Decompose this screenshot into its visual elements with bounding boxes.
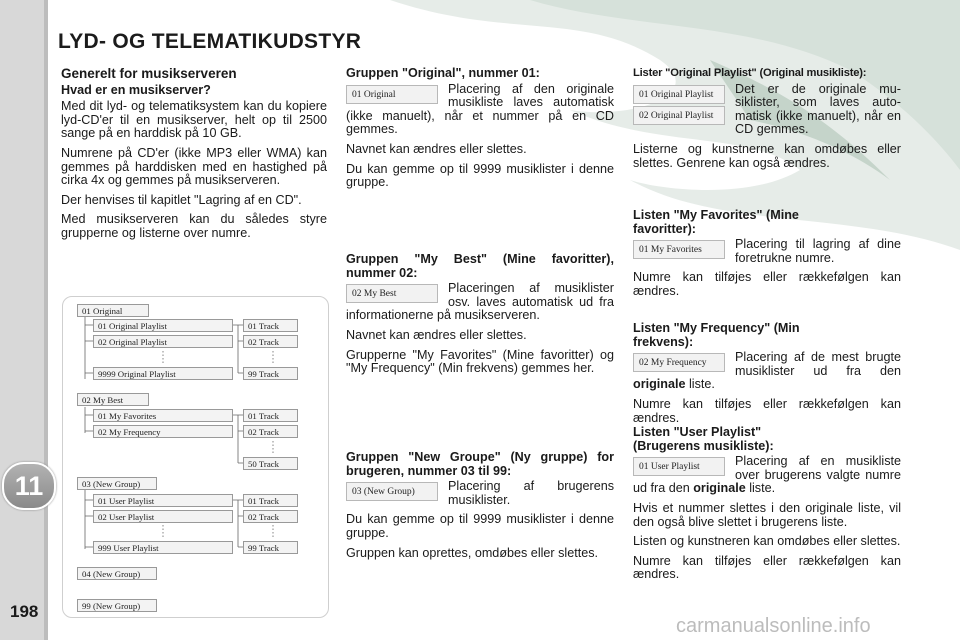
- paragraph: Listerne og kunstnerne kan omdøbes eller slettes. Genrene kan også ændres.: [633, 141, 901, 170]
- paragraph: Placeringen af musiklister osv. laves automatisk ud fra informationerne på musikserveren.: [346, 281, 614, 323]
- subheading: Hvad er en musikserver?: [61, 82, 211, 97]
- lcd-label: 03 (New Group): [346, 482, 438, 501]
- column-groups-newgroupe: [346, 451, 614, 566]
- paragraph: Numre kan tilføjes eller rækkefølgen kan ændres.: [633, 396, 901, 425]
- list-favorites-title: Listen "My Favorites" (Mine favoritter):: [633, 208, 799, 236]
- paragraph: Placering af brugerens musiklister.: [448, 479, 614, 507]
- paragraph: Navnet kan ændres eller slettes.: [346, 327, 527, 342]
- tree-playlist-node: 01 My Favorites: [93, 409, 233, 422]
- text-fragment: liste.: [749, 481, 776, 496]
- sidebar-strip: [44, 0, 48, 640]
- text-fragment: liste.: [688, 377, 715, 392]
- column-lists-favorites: [633, 209, 901, 305]
- tree-playlist-node: 01 User Playlist: [93, 494, 233, 507]
- paragraph: Hvis et nummer slettes i den originale liste, vil den også blive slettet i brugerens liste.: [633, 500, 901, 529]
- paragraph: Listen og kunstneren kan omdøbes eller slettes.: [633, 534, 901, 549]
- paragraph: Navnet kan ændres eller slettes.: [346, 141, 527, 156]
- lcd-label: 02 My Frequency: [633, 353, 725, 372]
- lcd-stack: [633, 85, 725, 127]
- tree-track-node: 01 Track: [243, 319, 298, 332]
- list-original-title: Lister "Original Playlist" (Original musikliste):: [633, 67, 867, 79]
- watermark: carmanualsonline.info: [676, 615, 871, 637]
- text-fragment: Placering af de mest brugte musiklister ud fra den: [735, 350, 901, 378]
- lcd-label: 01 User Playlist: [633, 457, 725, 476]
- column-lists-user: [633, 426, 901, 588]
- lcd-label: 02 Original Playlist: [633, 106, 725, 125]
- page-sidebar: [0, 0, 44, 640]
- paragraph: Der henvises til kapitlet "Lagring af en CD".: [61, 192, 302, 207]
- tree-track-node: 99 Track: [243, 367, 298, 380]
- paragraph: Du kan gemme op til 9999 musiklister i denne gruppe.: [346, 512, 614, 540]
- tree-track-node: 02 Track: [243, 510, 298, 523]
- tree-track-node: 02 Track: [243, 425, 298, 438]
- emphasis-text: originale: [693, 481, 746, 496]
- lcd-label: 01 My Favorites: [633, 240, 725, 259]
- paragraph: Gruppen kan oprettes, omdøbes eller slettes.: [346, 545, 599, 560]
- tree-group-node: 99 (New Group): [77, 599, 157, 612]
- tree-track-node: 01 Track: [243, 409, 298, 422]
- paragraph: Med musikserveren kan du således styre grupperne og listerne over numre.: [61, 212, 327, 240]
- text-fragment: Placering af en musikliste over brugerens valgte numre ud fra den: [633, 454, 901, 496]
- chapter-badge: 11: [2, 462, 56, 510]
- page-title: LYD- OG TELEMATIKUDSTYR: [58, 30, 362, 53]
- tree-playlist-node: 01 Original Playlist: [93, 319, 233, 332]
- tree-group-node: 02 My Best: [77, 393, 149, 406]
- list-user-title: Listen "User Playlist" (Brugerens musikliste):: [633, 425, 774, 453]
- tree-playlist-node: 9999 Original Playlist: [93, 367, 233, 380]
- tree-track-node: 50 Track: [243, 457, 298, 470]
- lcd-label: 01 Original: [346, 85, 438, 104]
- paragraph: Numrene på CD'er (ikke MP3 eller WMA) kan gemmes på harddisken med en hastighed på cirka 4x og gemmes på musikserveren.: [61, 145, 327, 188]
- group-mybest-title: Gruppen "My Best" (Mine favoritter), nummer 02:: [346, 252, 614, 280]
- lcd-label: 01 Original Playlist: [633, 85, 725, 104]
- tree-group-node: 04 (New Group): [77, 567, 157, 580]
- column-general: [61, 67, 327, 247]
- page-number: 198: [10, 602, 39, 621]
- paragraph: Numre kan tilføjes eller rækkefølgen kan ændres.: [633, 553, 901, 582]
- column-groups: [346, 67, 614, 196]
- column-lists-original: [633, 67, 901, 176]
- tree-playlist-node: 999 User Playlist: [93, 541, 233, 554]
- column-groups-mybest: [346, 253, 614, 382]
- tree-playlist-node: 02 Original Playlist: [93, 335, 233, 348]
- column-lists-frequency: [633, 322, 901, 431]
- section-heading: Generelt for musikserveren: [61, 66, 237, 81]
- paragraph: Med dit lyd- og telematiksystem kan du kopiere lyd-CD'er til en musikserver, helt op til 2500 sange på en harddisk på 10 GB.: [61, 99, 327, 141]
- emphasis-text: originale: [633, 377, 686, 392]
- tree-playlist-node: 02 User Playlist: [93, 510, 233, 523]
- tree-group-node: 01 Original: [77, 304, 149, 317]
- group-original-title: Gruppen "Original", nummer 01:: [346, 66, 540, 80]
- tree-track-node: 02 Track: [243, 335, 298, 348]
- tree-track-node: 01 Track: [243, 494, 298, 507]
- group-newgroupe-title: Gruppen "New Groupe" (Ny gruppe) for brugeren, nummer 03 til 99:: [346, 450, 614, 478]
- list-frequency-title: Listen "My Frequency" (Min frekvens):: [633, 321, 800, 349]
- paragraph: Du kan gemme op til 9999 musiklister i denne gruppe.: [346, 161, 614, 190]
- tree-group-node: 03 (New Group): [77, 477, 157, 490]
- tree-track-node: 99 Track: [243, 541, 298, 554]
- music-server-tree-diagram: [62, 296, 329, 618]
- paragraph: Placering til lagring af dine foretrukne numre.: [735, 237, 901, 265]
- paragraph: Grupperne "My Favorites" (Mine favoritter) og "My Frequency" (Min frekvens) gemmes her.: [346, 347, 614, 376]
- paragraph: Numre kan tilføjes eller rækkefølgen kan ændres.: [633, 270, 901, 298]
- section-group-original: [346, 67, 614, 190]
- tree-playlist-node: 02 My Frequency: [93, 425, 233, 438]
- paragraph: Placering af den originale musikliste laves automatisk (ikke manuelt), når et nummer på en CD gemmes.: [346, 81, 614, 137]
- paragraph: Det er de originale musiklister, som laves automatisk (ikke manuelt), når en CD gemmes.: [735, 81, 901, 137]
- lcd-label: 02 My Best: [346, 284, 438, 303]
